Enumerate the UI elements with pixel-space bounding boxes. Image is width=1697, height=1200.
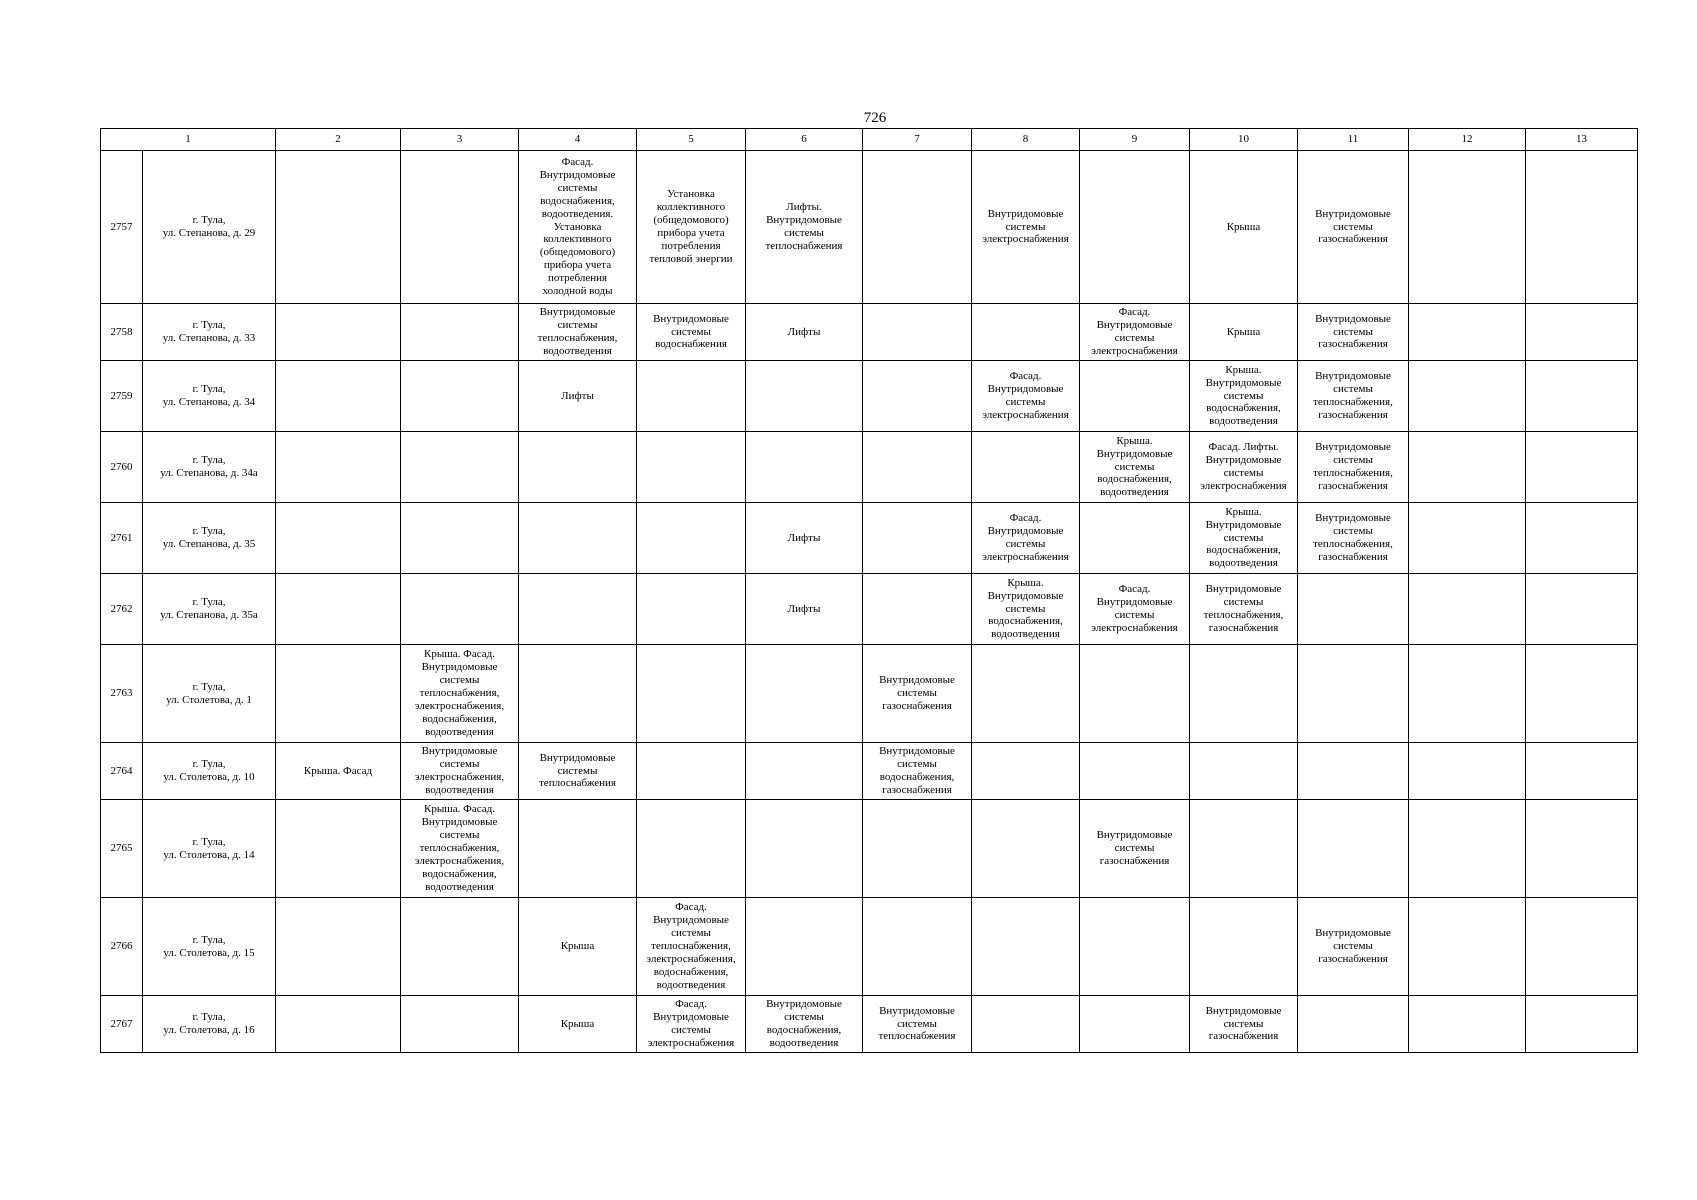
work-cell-col-3	[401, 743, 519, 800]
work-cell-col-2	[276, 361, 401, 432]
work-text: Крыша	[1226, 325, 1261, 338]
work-cell-col-4	[519, 574, 637, 645]
work-cell-col-5	[637, 800, 746, 898]
address-text: г. Тула, ул. Столетова, д. 16	[163, 1011, 255, 1036]
address-text: г. Тула, ул. Степанова, д. 34	[162, 383, 256, 408]
work-cell-col-12	[1409, 898, 1526, 996]
work-cell-col-3	[401, 800, 519, 898]
work-text: Лифты	[787, 602, 821, 615]
work-text: Крыша	[560, 1017, 595, 1030]
address-cell	[143, 304, 276, 361]
work-cell-col-3	[401, 432, 519, 503]
table-row	[101, 996, 1638, 1053]
table-row	[101, 574, 1638, 645]
work-text: Установка коллективного (общедомового) прибора учета потребления тепловой энергии	[649, 188, 733, 265]
work-cell-col-9	[1080, 151, 1190, 304]
work-cell-col-9	[1080, 574, 1190, 645]
address-cell	[143, 361, 276, 432]
work-cell-col-10	[1190, 304, 1298, 361]
work-cell-col-7	[863, 574, 972, 645]
work-cell-col-5	[637, 743, 746, 800]
work-text: Крыша. Фасад. Внутридомовые системы теплоснабжения, электроснабжения, водоснабжения, водоотведения	[414, 648, 505, 738]
work-text: Внутридомовые системы газоснабжения	[1315, 312, 1391, 351]
work-text: Внутридомовые системы теплоснабжения, газоснабжения	[1313, 512, 1393, 563]
work-cell-col-11	[1298, 361, 1409, 432]
column-header: 13	[1526, 129, 1638, 151]
work-text: Внутридомовые системы водоснабжения, водоотведения	[766, 998, 842, 1049]
row-number-cell: 2765	[101, 800, 143, 898]
work-cell-col-10	[1190, 503, 1298, 574]
work-cell-col-3	[401, 361, 519, 432]
work-cell-col-13	[1526, 645, 1638, 743]
work-cell-col-13	[1526, 800, 1638, 898]
column-header: 3	[401, 129, 519, 151]
row-number-cell: 2760	[101, 432, 143, 503]
work-cell-col-12	[1409, 304, 1526, 361]
work-text: Крыша. Внутридомовые системы водоснабжения, водоотведения	[1096, 434, 1173, 499]
work-cell-col-8	[972, 996, 1080, 1053]
column-header: 7	[863, 129, 972, 151]
work-text: Крыша. Фасад. Внутридомовые системы теплоснабжения, электроснабжения, водоснабжения, водоотведения	[414, 803, 505, 893]
work-cell-col-5	[637, 503, 746, 574]
row-number-cell: 2757	[101, 151, 143, 304]
work-cell-col-6	[746, 432, 863, 503]
work-cell-col-3	[401, 574, 519, 645]
work-cell-col-8	[972, 151, 1080, 304]
work-cell-col-6	[746, 645, 863, 743]
work-cell-col-11	[1298, 574, 1409, 645]
work-cell-col-10	[1190, 574, 1298, 645]
work-cell-col-10	[1190, 996, 1298, 1053]
work-cell-col-5	[637, 898, 746, 996]
work-text: Внутридомовые системы газоснабжения	[1205, 1004, 1282, 1043]
work-cell-col-8	[972, 432, 1080, 503]
work-cell-col-11	[1298, 645, 1409, 743]
work-cell-col-12	[1409, 361, 1526, 432]
work-cell-col-9	[1080, 898, 1190, 996]
work-cell-col-7	[863, 898, 972, 996]
work-cell-col-13	[1526, 996, 1638, 1053]
work-cell-col-2	[276, 645, 401, 743]
work-text: Внутридомовые системы теплоснабжения, газоснабжения	[1313, 370, 1393, 421]
work-cell-col-5	[637, 574, 746, 645]
work-cell-col-9	[1080, 743, 1190, 800]
column-header: 2	[276, 129, 401, 151]
work-cell-col-6	[746, 574, 863, 645]
work-cell-col-11	[1298, 898, 1409, 996]
work-cell-col-2	[276, 151, 401, 304]
work-cell-col-8	[972, 304, 1080, 361]
work-cell-col-13	[1526, 304, 1638, 361]
table-row	[101, 361, 1638, 432]
work-cell-col-8	[972, 743, 1080, 800]
table-row	[101, 645, 1638, 743]
work-cell-col-10	[1190, 800, 1298, 898]
table-row	[101, 898, 1638, 996]
work-cell-col-4	[519, 503, 637, 574]
work-cell-col-2	[276, 574, 401, 645]
row-number-cell: 2761	[101, 503, 143, 574]
work-cell-col-10	[1190, 743, 1298, 800]
address-text: г. Тула, ул. Столетова, д. 10	[163, 758, 255, 783]
work-cell-col-11	[1298, 151, 1409, 304]
work-text: Внутридомовые системы газоснабжения	[1096, 829, 1173, 867]
work-cell-col-13	[1526, 151, 1638, 304]
address-text: г. Тула, ул. Степанова, д. 35	[162, 525, 256, 550]
work-cell-col-11	[1298, 432, 1409, 503]
work-cell-col-9	[1080, 996, 1190, 1053]
work-cell-col-2	[276, 800, 401, 898]
work-text: Фасад. Внутридомовые системы электроснабжения	[647, 998, 735, 1049]
work-text: Лифты	[561, 389, 594, 402]
work-cell-col-4	[519, 432, 637, 503]
column-header: 11	[1298, 129, 1409, 151]
address-text: г. Тула, ул. Степанова, д. 34а	[160, 454, 258, 479]
work-cell-col-2	[276, 304, 401, 361]
work-cell-col-12	[1409, 996, 1526, 1053]
work-cell-col-10	[1190, 898, 1298, 996]
work-cell-col-8	[972, 800, 1080, 898]
work-cell-col-9	[1080, 503, 1190, 574]
work-cell-col-7	[863, 503, 972, 574]
work-cell-col-9	[1080, 645, 1190, 743]
page-number: 726	[863, 110, 887, 126]
address-text: г. Тула, ул. Столетова, д. 14	[163, 835, 255, 861]
work-text: Внутридомовые системы газоснабжения	[1315, 207, 1391, 246]
work-text: Крыша. Фасад	[303, 764, 373, 777]
work-cell-col-8	[972, 898, 1080, 996]
address-cell	[143, 503, 276, 574]
work-text: Внутридомовые системы теплоснабжения	[539, 751, 616, 790]
work-cell-col-4	[519, 361, 637, 432]
work-cell-col-2	[276, 898, 401, 996]
repair-schedule-table	[100, 128, 1638, 1053]
work-cell-col-8	[972, 574, 1080, 645]
work-cell-col-6	[746, 996, 863, 1053]
address-cell	[143, 996, 276, 1053]
work-cell-col-5	[637, 432, 746, 503]
column-header: 10	[1190, 129, 1298, 151]
work-text: Фасад. Внутридомовые системы электроснабжения	[982, 370, 1069, 421]
work-cell-col-2	[276, 743, 401, 800]
column-header-row	[101, 129, 1638, 151]
work-cell-col-4	[519, 645, 637, 743]
work-cell-col-11	[1298, 996, 1409, 1053]
work-text: Фасад. Внутридомовые системы электроснабжения	[982, 512, 1069, 563]
work-cell-col-12	[1409, 151, 1526, 304]
address-text: г. Тула, ул. Столетова, д. 1	[166, 680, 252, 706]
work-cell-col-2	[276, 432, 401, 503]
work-cell-col-11	[1298, 304, 1409, 361]
column-header: 6	[746, 129, 863, 151]
work-cell-col-10	[1190, 151, 1298, 304]
work-text: Фасад. Внутридомовые системы электроснабжения	[1091, 583, 1178, 634]
work-cell-col-4	[519, 304, 637, 361]
work-cell-col-3	[401, 645, 519, 743]
work-cell-col-4	[519, 800, 637, 898]
work-cell-col-13	[1526, 503, 1638, 574]
work-cell-col-5	[637, 645, 746, 743]
work-text: Крыша. Внутридомовые системы водоснабжения, водоотведения	[1205, 505, 1282, 570]
work-cell-col-7	[863, 304, 972, 361]
work-cell-col-12	[1409, 432, 1526, 503]
address-cell	[143, 898, 276, 996]
work-cell-col-12	[1409, 574, 1526, 645]
work-cell-col-13	[1526, 432, 1638, 503]
work-cell-col-13	[1526, 898, 1638, 996]
work-cell-col-4	[519, 898, 637, 996]
work-cell-col-8	[972, 361, 1080, 432]
table-body	[101, 151, 1638, 1053]
work-cell-col-6	[746, 800, 863, 898]
work-text: Фасад. Внутридомовые системы теплоснабжения, электроснабжения, водоснабжения, водоотведения	[646, 901, 736, 991]
work-cell-col-13	[1526, 574, 1638, 645]
row-number-cell: 2762	[101, 574, 143, 645]
work-cell-col-10	[1190, 361, 1298, 432]
work-text: Фасад. Внутридомовые системы водоснабжения, водоотведения. Установка коллективного (общедомового) прибора учета потребления холодной воды	[539, 156, 616, 298]
work-text: Внутридомовые системы электроснабжения, водоотведения	[414, 745, 505, 796]
work-cell-col-7	[863, 432, 972, 503]
work-cell-col-7	[863, 996, 972, 1053]
work-cell-col-6	[746, 743, 863, 800]
row-number-cell: 2764	[101, 743, 143, 800]
work-cell-col-9	[1080, 304, 1190, 361]
work-cell-col-11	[1298, 743, 1409, 800]
work-cell-col-9	[1080, 432, 1190, 503]
work-cell-col-8	[972, 645, 1080, 743]
address-cell	[143, 800, 276, 898]
work-cell-col-2	[276, 503, 401, 574]
work-cell-col-3	[401, 304, 519, 361]
address-cell	[143, 743, 276, 800]
work-cell-col-4	[519, 151, 637, 304]
work-cell-col-7	[863, 361, 972, 432]
work-cell-col-3	[401, 151, 519, 304]
work-cell-col-12	[1409, 503, 1526, 574]
work-cell-col-7	[863, 151, 972, 304]
work-text: Внутридомовые системы водоснабжения	[653, 312, 729, 351]
address-cell	[143, 645, 276, 743]
column-header: 5	[637, 129, 746, 151]
row-number-cell: 2766	[101, 898, 143, 996]
table-row	[101, 151, 1638, 304]
row-number-cell: 2758	[101, 304, 143, 361]
work-cell-col-5	[637, 996, 746, 1053]
work-cell-col-6	[746, 361, 863, 432]
row-number-cell: 2763	[101, 645, 143, 743]
work-cell-col-5	[637, 361, 746, 432]
address-cell	[143, 432, 276, 503]
work-text: Крыша. Внутридомовые системы водоснабжения, водоотведения	[987, 576, 1064, 641]
work-cell-col-4	[519, 743, 637, 800]
work-cell-col-4	[519, 996, 637, 1053]
work-cell-col-6	[746, 898, 863, 996]
work-cell-col-10	[1190, 432, 1298, 503]
column-header: 8	[972, 129, 1080, 151]
work-cell-col-6	[746, 304, 863, 361]
work-cell-col-8	[972, 503, 1080, 574]
work-text: Лифты	[787, 325, 821, 338]
work-cell-col-7	[863, 800, 972, 898]
address-text: г. Тула, ул. Степанова, д. 35а	[160, 596, 258, 621]
column-header: 4	[519, 129, 637, 151]
work-cell-col-11	[1298, 800, 1409, 898]
work-cell-col-5	[637, 151, 746, 304]
work-cell-col-6	[746, 151, 863, 304]
table-row	[101, 503, 1638, 574]
work-text: Внутридомовые системы теплоснабжения, водоотведения	[537, 306, 618, 357]
work-cell-col-9	[1080, 800, 1190, 898]
address-text: г. Тула, ул. Столетова, д. 15	[163, 933, 255, 959]
work-cell-col-3	[401, 898, 519, 996]
work-text: Фасад. Лифты. Внутридомовые системы электроснабжения	[1200, 441, 1287, 492]
column-header: 9	[1080, 129, 1190, 151]
work-cell-col-5	[637, 304, 746, 361]
column-header: 12	[1409, 129, 1526, 151]
work-text: Внутридомовые системы электроснабжения	[982, 207, 1069, 246]
work-cell-col-11	[1298, 503, 1409, 574]
work-cell-col-10	[1190, 645, 1298, 743]
address-text: г. Тула, ул. Степанова, д. 33	[162, 319, 256, 344]
table-row	[101, 304, 1638, 361]
work-text: Фасад. Внутридомовые системы электроснабжения	[1091, 306, 1178, 357]
table-row	[101, 743, 1638, 800]
work-text: Внутридомовые системы водоснабжения, газоснабжения	[879, 745, 955, 796]
work-cell-col-7	[863, 645, 972, 743]
work-text: Внутридомовые системы газоснабжения	[1315, 927, 1391, 965]
work-text: Крыша	[560, 940, 595, 953]
work-cell-col-3	[401, 503, 519, 574]
address-text: г. Тула, ул. Степанова, д. 29	[162, 214, 256, 239]
work-cell-col-12	[1409, 800, 1526, 898]
table-row	[101, 800, 1638, 898]
address-cell	[143, 574, 276, 645]
work-cell-col-6	[746, 503, 863, 574]
row-number-cell: 2759	[101, 361, 143, 432]
work-text: Внутридомовые системы теплоснабжения	[878, 1004, 956, 1043]
work-cell-col-13	[1526, 361, 1638, 432]
work-cell-col-9	[1080, 361, 1190, 432]
row-number-cell: 2767	[101, 996, 143, 1053]
work-cell-col-13	[1526, 743, 1638, 800]
work-text: Лифты	[787, 531, 821, 544]
work-text: Внутридомовые системы теплоснабжения, газоснабжения	[1313, 441, 1393, 492]
work-text: Крыша. Внутридомовые системы водоснабжения, водоотведения	[1205, 363, 1282, 428]
work-cell-col-3	[401, 996, 519, 1053]
work-cell-col-2	[276, 996, 401, 1053]
work-text: Крыша	[1226, 220, 1261, 233]
work-text: Лифты. Внутридомовые системы теплоснабжения	[765, 201, 843, 252]
work-text: Внутридомовые системы газоснабжения	[879, 674, 955, 712]
work-cell-col-12	[1409, 743, 1526, 800]
column-header: 1	[101, 129, 276, 151]
work-cell-col-12	[1409, 645, 1526, 743]
work-cell-col-7	[863, 743, 972, 800]
address-cell	[143, 151, 276, 304]
table-row	[101, 432, 1638, 503]
work-text: Внутридомовые системы теплоснабжения, газоснабжения	[1203, 583, 1284, 634]
